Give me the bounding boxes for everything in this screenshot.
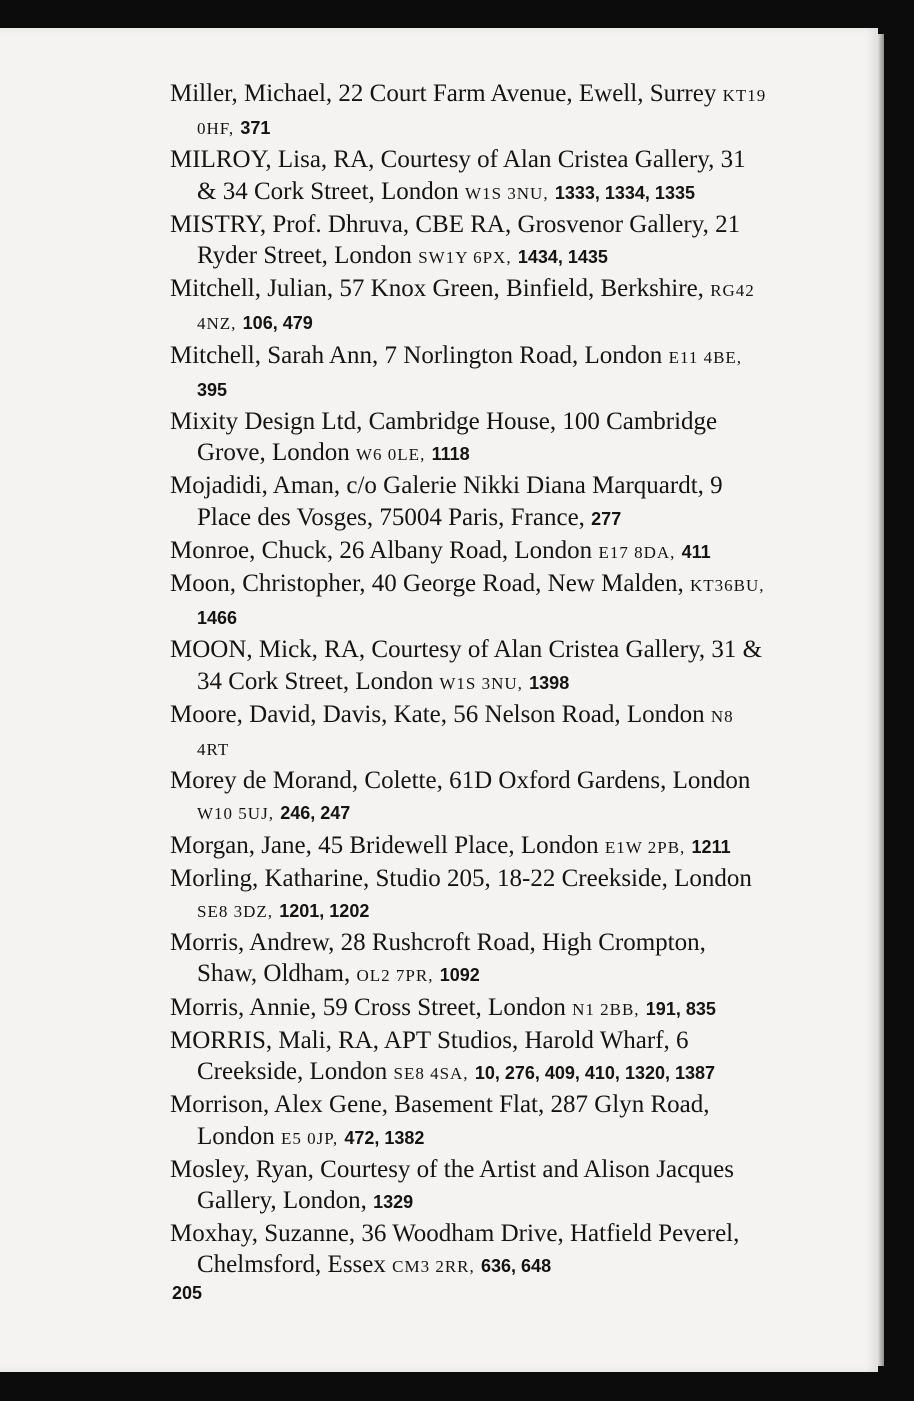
postcode: W10 5UJ, [197,804,274,824]
plate-numbers: 1211 [691,836,731,857]
postcode: W1S 3NU, [439,673,523,693]
plate-numbers: 1329 [373,1191,414,1212]
plate-numbers: 1118 [431,444,470,465]
index-entry-list [170,78,770,1283]
plate-numbers: 1092 [439,965,480,986]
entry-text: Morling, Katharine, Studio 205, 18-22 Creekside, London [170,864,752,892]
index-entry [170,568,770,634]
postcode: OL2 7PR, [356,966,434,986]
plate-numbers: 246, 247 [280,803,351,824]
index-entry [170,1025,770,1089]
postcode: CM3 2RR, [392,1257,475,1277]
entry-text: Morey de Morand, Colette, 61D Oxford Gardens, London [170,767,751,795]
plate-numbers: 1466 [197,608,238,629]
plate-numbers: 472, 1382 [344,1127,425,1148]
entry-text: MOON, Mick, RA, Courtesy of Alan Cristea Gallery, 31 & 34 Cork Street, London [170,636,763,695]
index-entry [170,863,770,927]
index-entry [170,830,770,863]
postcode: RG42 4NZ, [197,281,755,334]
index-entry [170,699,770,765]
index-entry [170,470,770,534]
plate-numbers: 395 [197,379,228,400]
postcode: W1S 3NU, [465,183,549,203]
postcode: E17 8DA, [598,542,676,562]
index-entry [170,78,770,144]
postcode: KT36BU, [689,576,765,596]
index-entry [170,992,770,1025]
plate-numbers: 1333, 1334, 1335 [554,182,695,203]
entry-text: Mojadidi, Aman, c/o Galerie Nikki Diana Marquardt, 9 Place des Vosges, 75004 Paris, France, [170,472,723,531]
entry-text: Moore, David, Davis, Kate, 56 Nelson Road, London [170,700,705,728]
index-entry [170,273,770,339]
index-entry [170,406,770,470]
index-entry [170,1154,770,1218]
entry-text: MILROY, Lisa, RA, Courtesy of Alan Cristea Gallery, 31 & 34 Cork Street, London [170,146,746,205]
plate-numbers: 191, 835 [645,998,716,1019]
postcode: N1 2BB, [572,999,640,1019]
entry-text: Moon, Christopher, 40 George Road, New Malden, [170,570,684,598]
entry-text: Morris, Andrew, 28 Rushcroft Road, High Crompton, Shaw, Oldham, [170,929,706,988]
plate-numbers: 411 [681,541,711,562]
postcode: KT19 0HF, [197,86,767,139]
entry-text: MORRIS, Mali, RA, APT Studios, Harold Wharf, 6 Creekside, London [170,1026,689,1086]
postcode: E11 4BE, [668,347,743,367]
index-entry [170,340,770,406]
entry-text: Morgan, Jane, 45 Bridewell Place, London [170,831,599,859]
plate-numbers: 371 [240,118,271,139]
index-entry [170,927,770,991]
plate-numbers: 1434, 1435 [517,247,608,268]
entry-text: Mixity Design Ltd, Cambridge House, 100 Cambridge Grove, London [170,408,718,467]
index-entry [170,1218,770,1282]
plate-numbers: 106, 479 [242,313,313,334]
index-entry [170,535,770,568]
index-entry [170,144,770,208]
postcode: SE8 3DZ, [197,902,273,922]
entry-text: Miller, Michael, 22 Court Farm Avenue, Ewell, Surrey [170,80,717,107]
postcode: E1W 2PB, [604,837,686,857]
plate-numbers: 1398 [529,672,570,693]
plate-numbers: 10, 276, 409, 410, 1320, 1387 [474,1063,716,1084]
page-edge [878,34,884,1366]
index-entry [170,1089,770,1153]
entry-text: Monroe, Chuck, 26 Albany Road, London [170,536,593,564]
postcode: SE8 4SA, [393,1064,469,1084]
index-entry [170,765,770,829]
page-number: 205 [172,1283,203,1303]
entry-text: Moxhay, Suzanne, 36 Woodham Drive, Hatfield Peverel, Chelmsford, Essex [170,1220,740,1279]
entry-text: Mitchell, Sarah Ann, 7 Norlington Road, London [170,341,663,369]
plate-numbers: 636, 648 [481,1256,552,1277]
entry-text: Morrison, Alex Gene, Basement Flat, 287 Glyn Road, London [170,1091,710,1150]
entry-text: Mosley, Ryan, Courtesy of the Artist and Alison Jacques Gallery, London, [170,1155,734,1214]
postcode: E5 0JP, [281,1128,339,1148]
index-entry [170,209,770,273]
postcode: N8 4RT [197,706,734,760]
plate-numbers: 1201, 1202 [279,901,370,922]
entry-text: Morris, Annie, 59 Cross Street, London [170,993,566,1021]
index-entry [170,634,770,698]
postcode: W6 0LE, [356,445,426,465]
postcode: SW1Y 6PX, [418,248,512,268]
plate-numbers: 277 [591,508,622,529]
entry-text: MISTRY, Prof. Dhruva, CBE RA, Grosvenor Gallery, 21 Ryder Street, London [170,210,741,270]
entry-text: Mitchell, Julian, 57 Knox Green, Binfield, Berkshire, [170,275,704,303]
